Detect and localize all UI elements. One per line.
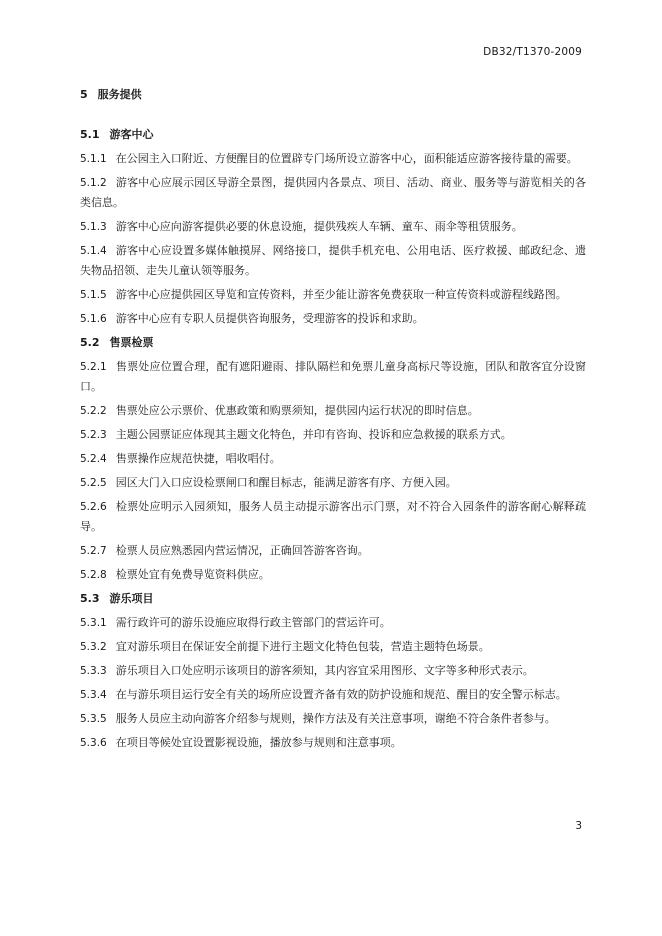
clause-paragraph xyxy=(80,473,586,493)
clause-paragraph xyxy=(80,285,586,305)
clause-text: 游客中心应有专职人员提供咨询服务，受理游客的投诉和求助。 xyxy=(115,312,424,325)
clause-text: 游客中心应设置多媒体触摸屏、网络接口，提供手机充电、公用电话、医疗救援、邮政纪念、遗失物品招领、走失儿童认领等服务。 xyxy=(80,244,586,277)
clause-paragraph xyxy=(80,149,586,169)
clause-number: 5.1.1 xyxy=(80,153,107,165)
section-number: 5 xyxy=(80,88,88,101)
clause-number: 5.3.3 xyxy=(80,665,107,677)
clause-paragraph xyxy=(80,357,586,397)
clause-number: 5.2.7 xyxy=(80,545,107,557)
clause-paragraph xyxy=(80,173,586,213)
document-code: DB32/T1370-2009 xyxy=(483,46,582,58)
clause-paragraph xyxy=(80,309,586,329)
subsection-title: 售票检票 xyxy=(109,336,154,349)
clause-text: 主题公园票证应体现其主题文化特色，并印有咨询、投诉和应急救援的联系方式。 xyxy=(115,428,512,441)
subsection-title: 游客中心 xyxy=(109,128,154,141)
clause-paragraph xyxy=(80,541,586,561)
clause-number: 5.1.3 xyxy=(80,221,107,233)
clause-text: 检票人员应熟悉园内营运情况，正确回答游客咨询。 xyxy=(115,544,369,557)
clause-number: 5.3.5 xyxy=(80,713,107,725)
clause-number: 5.3.4 xyxy=(80,689,107,701)
clause-paragraph xyxy=(80,217,586,237)
clause-text: 游客中心应提供园区导览和宣传资料，并至少能让游客免费获取一种宣传资料或游程线路图。 xyxy=(115,288,567,301)
clause-number: 5.1.6 xyxy=(80,313,107,325)
subsection-heading xyxy=(80,125,586,145)
clause-paragraph xyxy=(80,685,586,705)
clause-text: 服务人员应主动向游客介绍参与规则，操作方法及有关注意事项，谢绝不符合条件者参与。 xyxy=(115,712,556,725)
clause-text: 游客中心应展示园区导游全景图，提供园内各景点、项目、活动、商业、服务等与游览相关的各类信息。 xyxy=(80,176,586,209)
subsection-number: 5.2 xyxy=(80,336,100,349)
subsection-heading xyxy=(80,333,586,353)
clause-paragraph xyxy=(80,425,586,445)
section-heading xyxy=(80,86,586,104)
subsection-number: 5.1 xyxy=(80,128,100,141)
clause-text: 在项目等候处宜设置影视设施，播放参与规则和注意事项。 xyxy=(115,736,402,749)
clause-text: 在与游乐项目运行安全有关的场所应设置齐备有效的防护设施和规范、醒目的安全警示标志。 xyxy=(115,688,567,701)
clause-number: 5.2.4 xyxy=(80,453,107,465)
clause-number: 5.2.5 xyxy=(80,477,107,489)
clause-paragraph xyxy=(80,661,586,681)
clause-text: 在公园主入口附近、方便醒目的位置辟专门场所设立游客中心，面积能适应游客接待量的需要。 xyxy=(115,152,578,165)
clause-number: 5.2.1 xyxy=(80,361,107,373)
clause-number: 5.3.1 xyxy=(80,617,107,629)
clause-number: 5.2.2 xyxy=(80,405,107,417)
clause-paragraph xyxy=(80,401,586,421)
section-title: 服务提供 xyxy=(97,88,142,101)
clause-number: 5.1.5 xyxy=(80,289,107,301)
clause-paragraph xyxy=(80,497,586,537)
subsection-number: 5.3 xyxy=(80,592,100,605)
clause-text: 游客中心应向游客提供必要的休息设施，提供残疾人车辆、童车、雨伞等租赁服务。 xyxy=(115,220,523,233)
clause-paragraph xyxy=(80,449,586,469)
clause-number: 5.3.2 xyxy=(80,641,107,653)
clause-number: 5.1.2 xyxy=(80,177,107,189)
subsection-list xyxy=(80,125,586,753)
clause-text: 检票处应明示入园须知，服务人员主动提示游客出示门票，对不符合入园条件的游客耐心解释疏导。 xyxy=(80,500,586,533)
clause-text: 园区大门入口应设检票闸口和醒目标志，能满足游客有序、方便入园。 xyxy=(115,476,457,489)
document-body xyxy=(80,86,586,757)
page-number: 3 xyxy=(575,820,582,832)
clause-number: 5.3.6 xyxy=(80,737,107,749)
clause-text: 需行政许可的游乐设施应取得行政主管部门的营运许可。 xyxy=(115,616,391,629)
clause-text: 售票操作应规范快捷，唱收唱付。 xyxy=(115,452,281,465)
clause-paragraph xyxy=(80,709,586,729)
clause-text: 检票处宜有免费导览资料供应。 xyxy=(115,568,270,581)
clause-paragraph xyxy=(80,613,586,633)
clause-number: 5.1.4 xyxy=(80,245,107,257)
clause-number: 5.2.8 xyxy=(80,569,107,581)
clause-text: 游乐项目入口处应明示该项目的游客须知，其内容宜采用图形、文字等多种形式表示。 xyxy=(115,664,534,677)
subsection-title: 游乐项目 xyxy=(109,592,154,605)
clause-paragraph xyxy=(80,733,586,753)
clause-text: 宜对游乐项目在保证安全前提下进行主题文化特色包装，营造主题特色场景。 xyxy=(115,640,490,653)
subsection-heading xyxy=(80,589,586,609)
clause-text: 售票处应位置合理，配有遮阳避雨、排队隔栏和免票儿童身高标尺等设施，团队和散客宜分设窗口。 xyxy=(80,360,586,393)
clause-paragraph xyxy=(80,637,586,657)
clause-number: 5.2.6 xyxy=(80,501,107,513)
clause-number: 5.2.3 xyxy=(80,429,107,441)
clause-paragraph xyxy=(80,241,586,281)
clause-text: 售票处应公示票价、优惠政策和购票须知，提供园内运行状况的即时信息。 xyxy=(115,404,479,417)
clause-paragraph xyxy=(80,565,586,585)
